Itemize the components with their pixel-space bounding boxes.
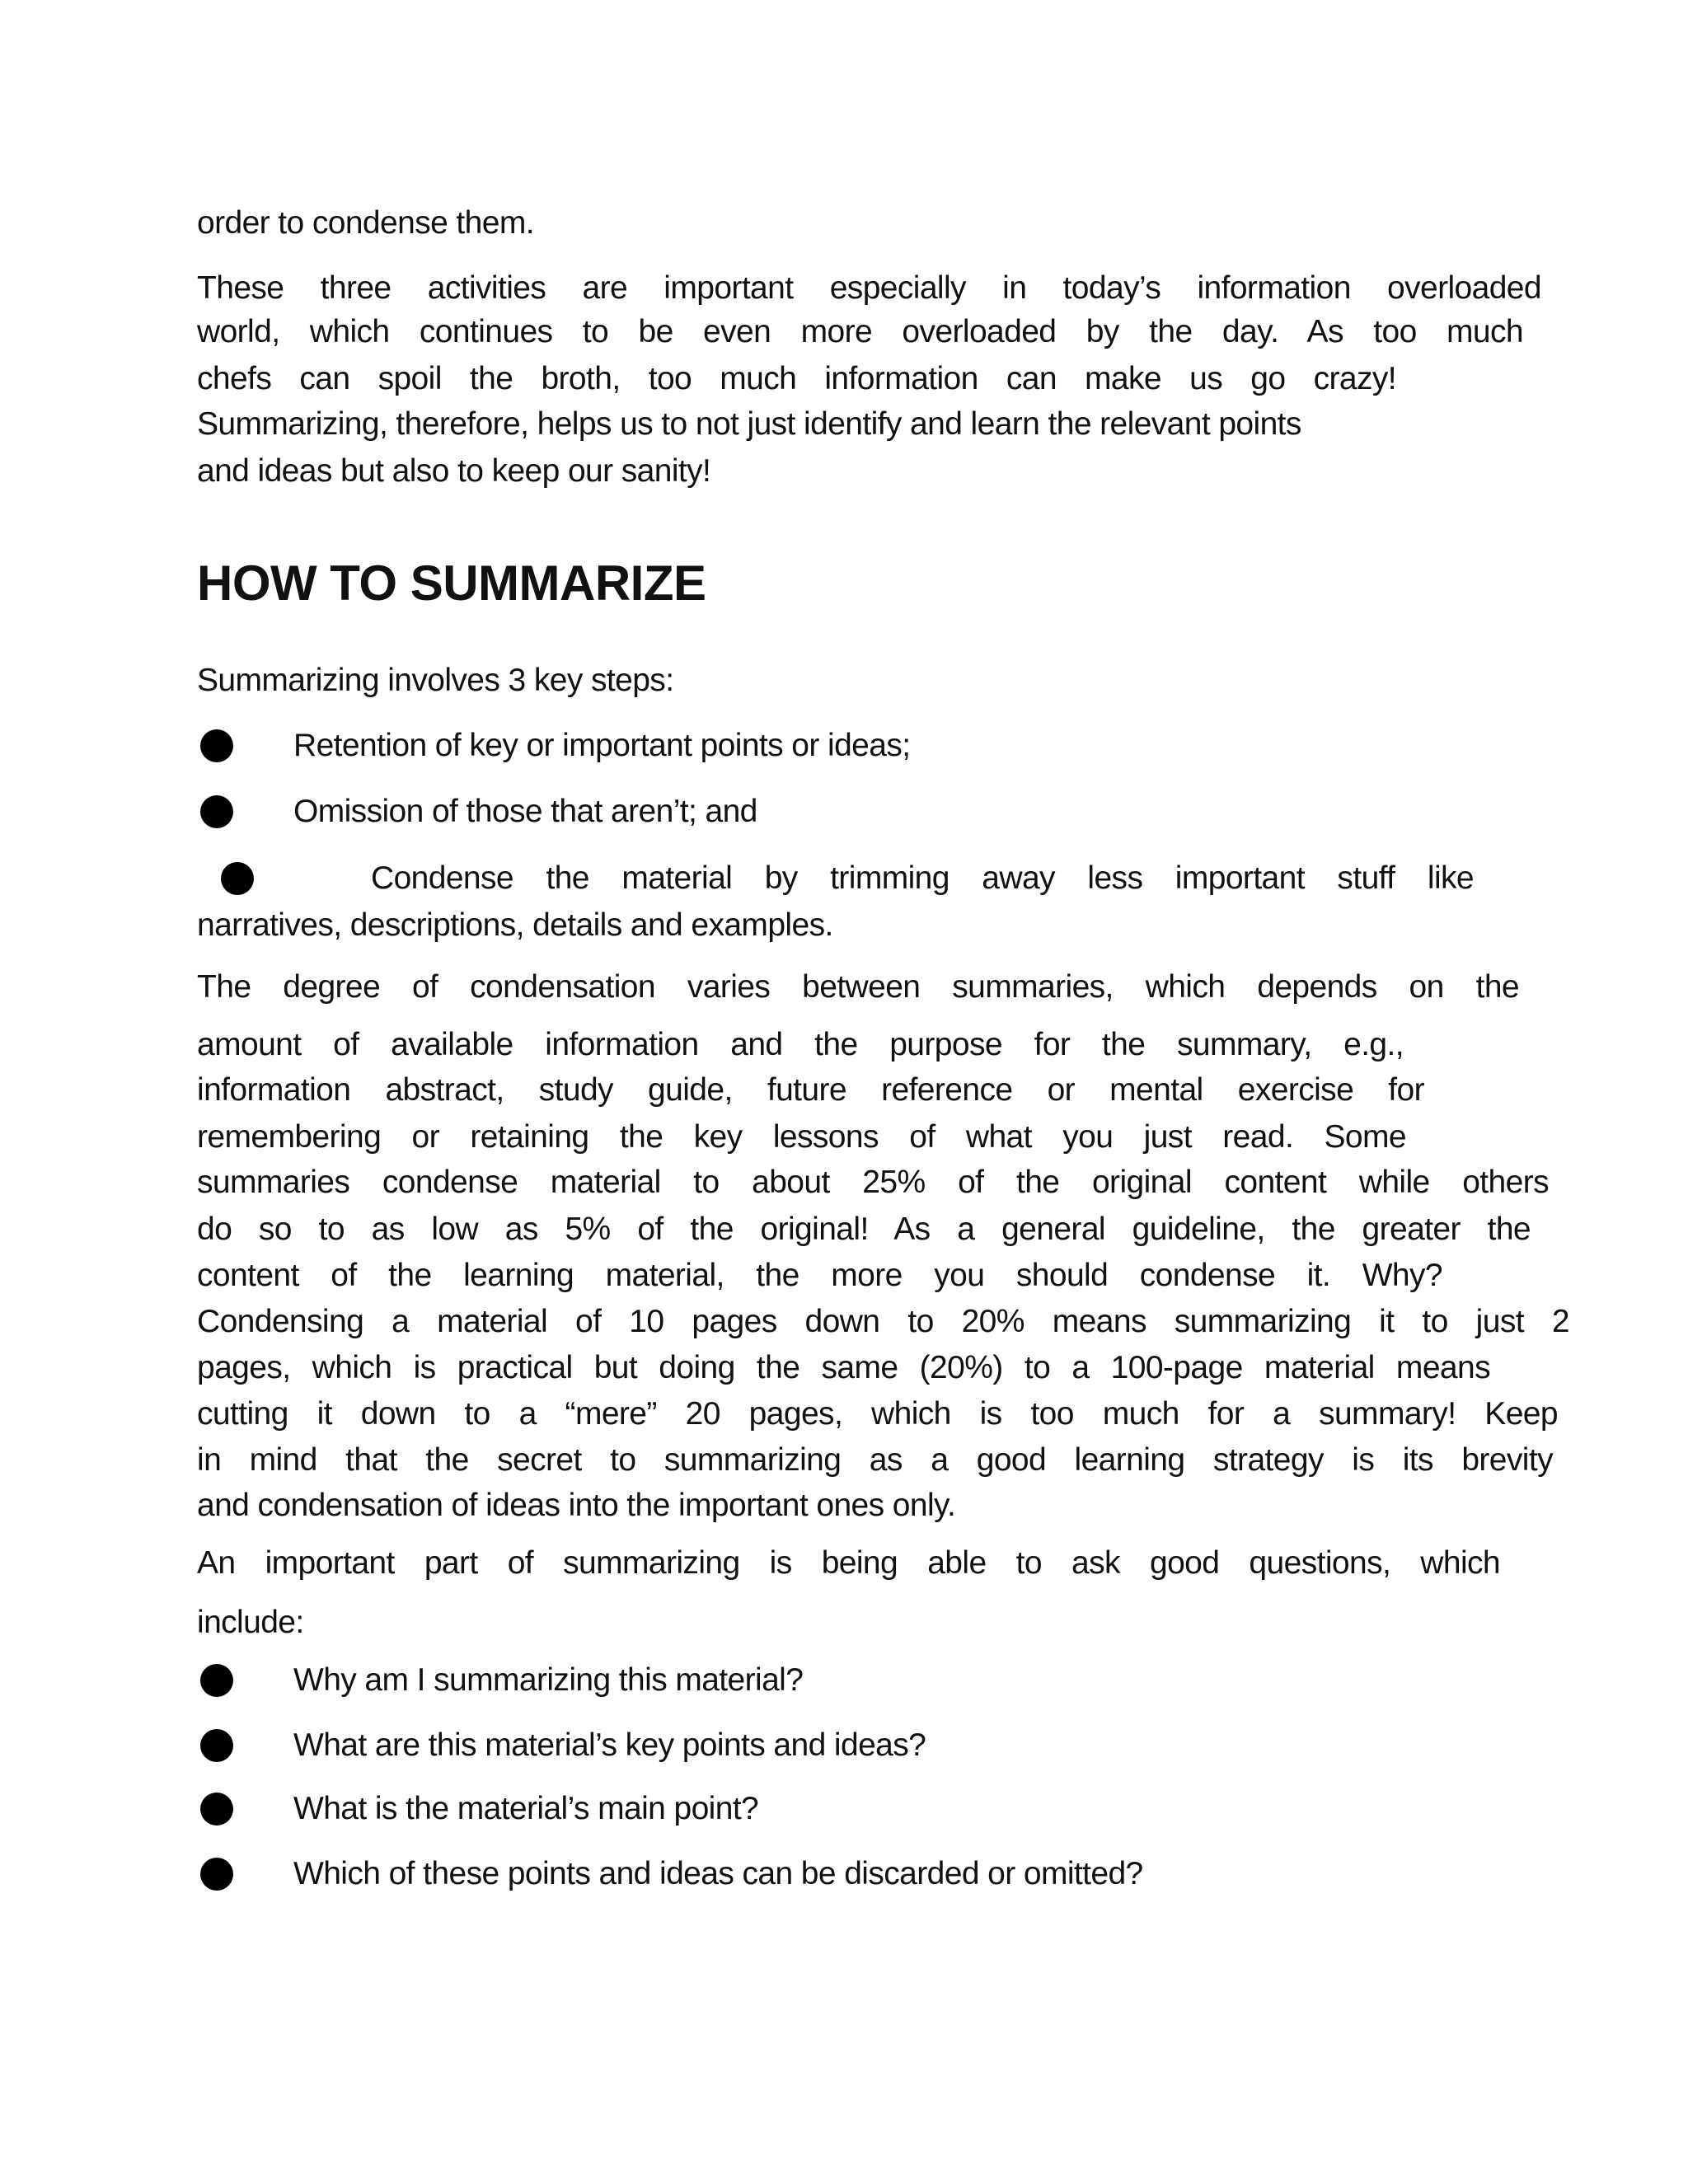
text-line: world, which continues to be even more overloaded by the day. As too much	[197, 314, 1523, 349]
bullet-icon	[200, 1664, 233, 1697]
bullet-icon	[200, 1793, 233, 1825]
bullet-icon	[221, 862, 254, 895]
text-line: amount of available information and the purpose for the summary, e.g.,	[197, 1027, 1404, 1062]
steps-intro: Summarizing involves 3 key steps:	[197, 663, 674, 698]
list-item: Which of these points and ideas can be discarded or omitted?	[293, 1856, 1143, 1891]
list-item: Retention of key or important points or ideas;	[293, 728, 911, 763]
text-line: content of the learning material, the more you should condense it. Why?	[197, 1258, 1442, 1293]
text-line: An important part of summarizing is being able to ask good questions, which	[197, 1545, 1500, 1581]
bullet-icon	[200, 1729, 233, 1762]
text-line: chefs can spoil the broth, too much information can make us go crazy!	[197, 361, 1396, 396]
text-line: do so to as low as 5% of the original! As a general guideline, the greater the	[197, 1212, 1531, 1247]
bullet-icon	[200, 729, 233, 762]
text-line: The degree of condensation varies between summaries, which depends on the	[197, 969, 1519, 1005]
text-line: in mind that the secret to summarizing as a good learning strategy is its brevity	[197, 1442, 1553, 1478]
list-item: Condense the material by trimming away less important stuff like	[371, 860, 1474, 896]
list-item-continuation: narratives, descriptions, details and examples.	[197, 907, 833, 943]
list-item: Omission of those that aren’t; and	[293, 794, 757, 829]
section-heading: HOW TO SUMMARIZE	[197, 555, 706, 611]
bullet-icon	[200, 795, 233, 828]
text-line: pages, which is practical but doing the same (20%) to a 100-page material means	[197, 1350, 1490, 1385]
text-line: and condensation of ideas into the important ones only.	[197, 1488, 956, 1523]
bullet-icon	[200, 1858, 233, 1891]
intro-tail: order to condense them.	[197, 205, 534, 241]
text-line: include:	[197, 1605, 304, 1640]
list-item: Why am I summarizing this material?	[293, 1662, 804, 1698]
text-line: Summarizing, therefore, helps us to not just identify and learn the relevant points	[197, 406, 1301, 442]
text-line: cutting it down to a “mere” 20 pages, which is too much for a summary! Keep	[197, 1396, 1558, 1432]
text-line: remembering or retaining the key lessons of what you just read. Some	[197, 1119, 1406, 1155]
text-line: These three activities are important especially in today’s information overloaded	[197, 270, 1541, 306]
list-item: What is the material’s main point?	[293, 1791, 759, 1826]
text-line: and ideas but also to keep our sanity!	[197, 453, 711, 489]
text-line: Condensing a material of 10 pages down to 20% means summarizing it to just 2	[197, 1304, 1569, 1339]
text-line: information abstract, study guide, future reference or mental exercise for	[197, 1072, 1424, 1108]
text-line: summaries condense material to about 25% of the original content while others	[197, 1165, 1549, 1200]
list-item: What are this material’s key points and ideas?	[293, 1727, 926, 1763]
